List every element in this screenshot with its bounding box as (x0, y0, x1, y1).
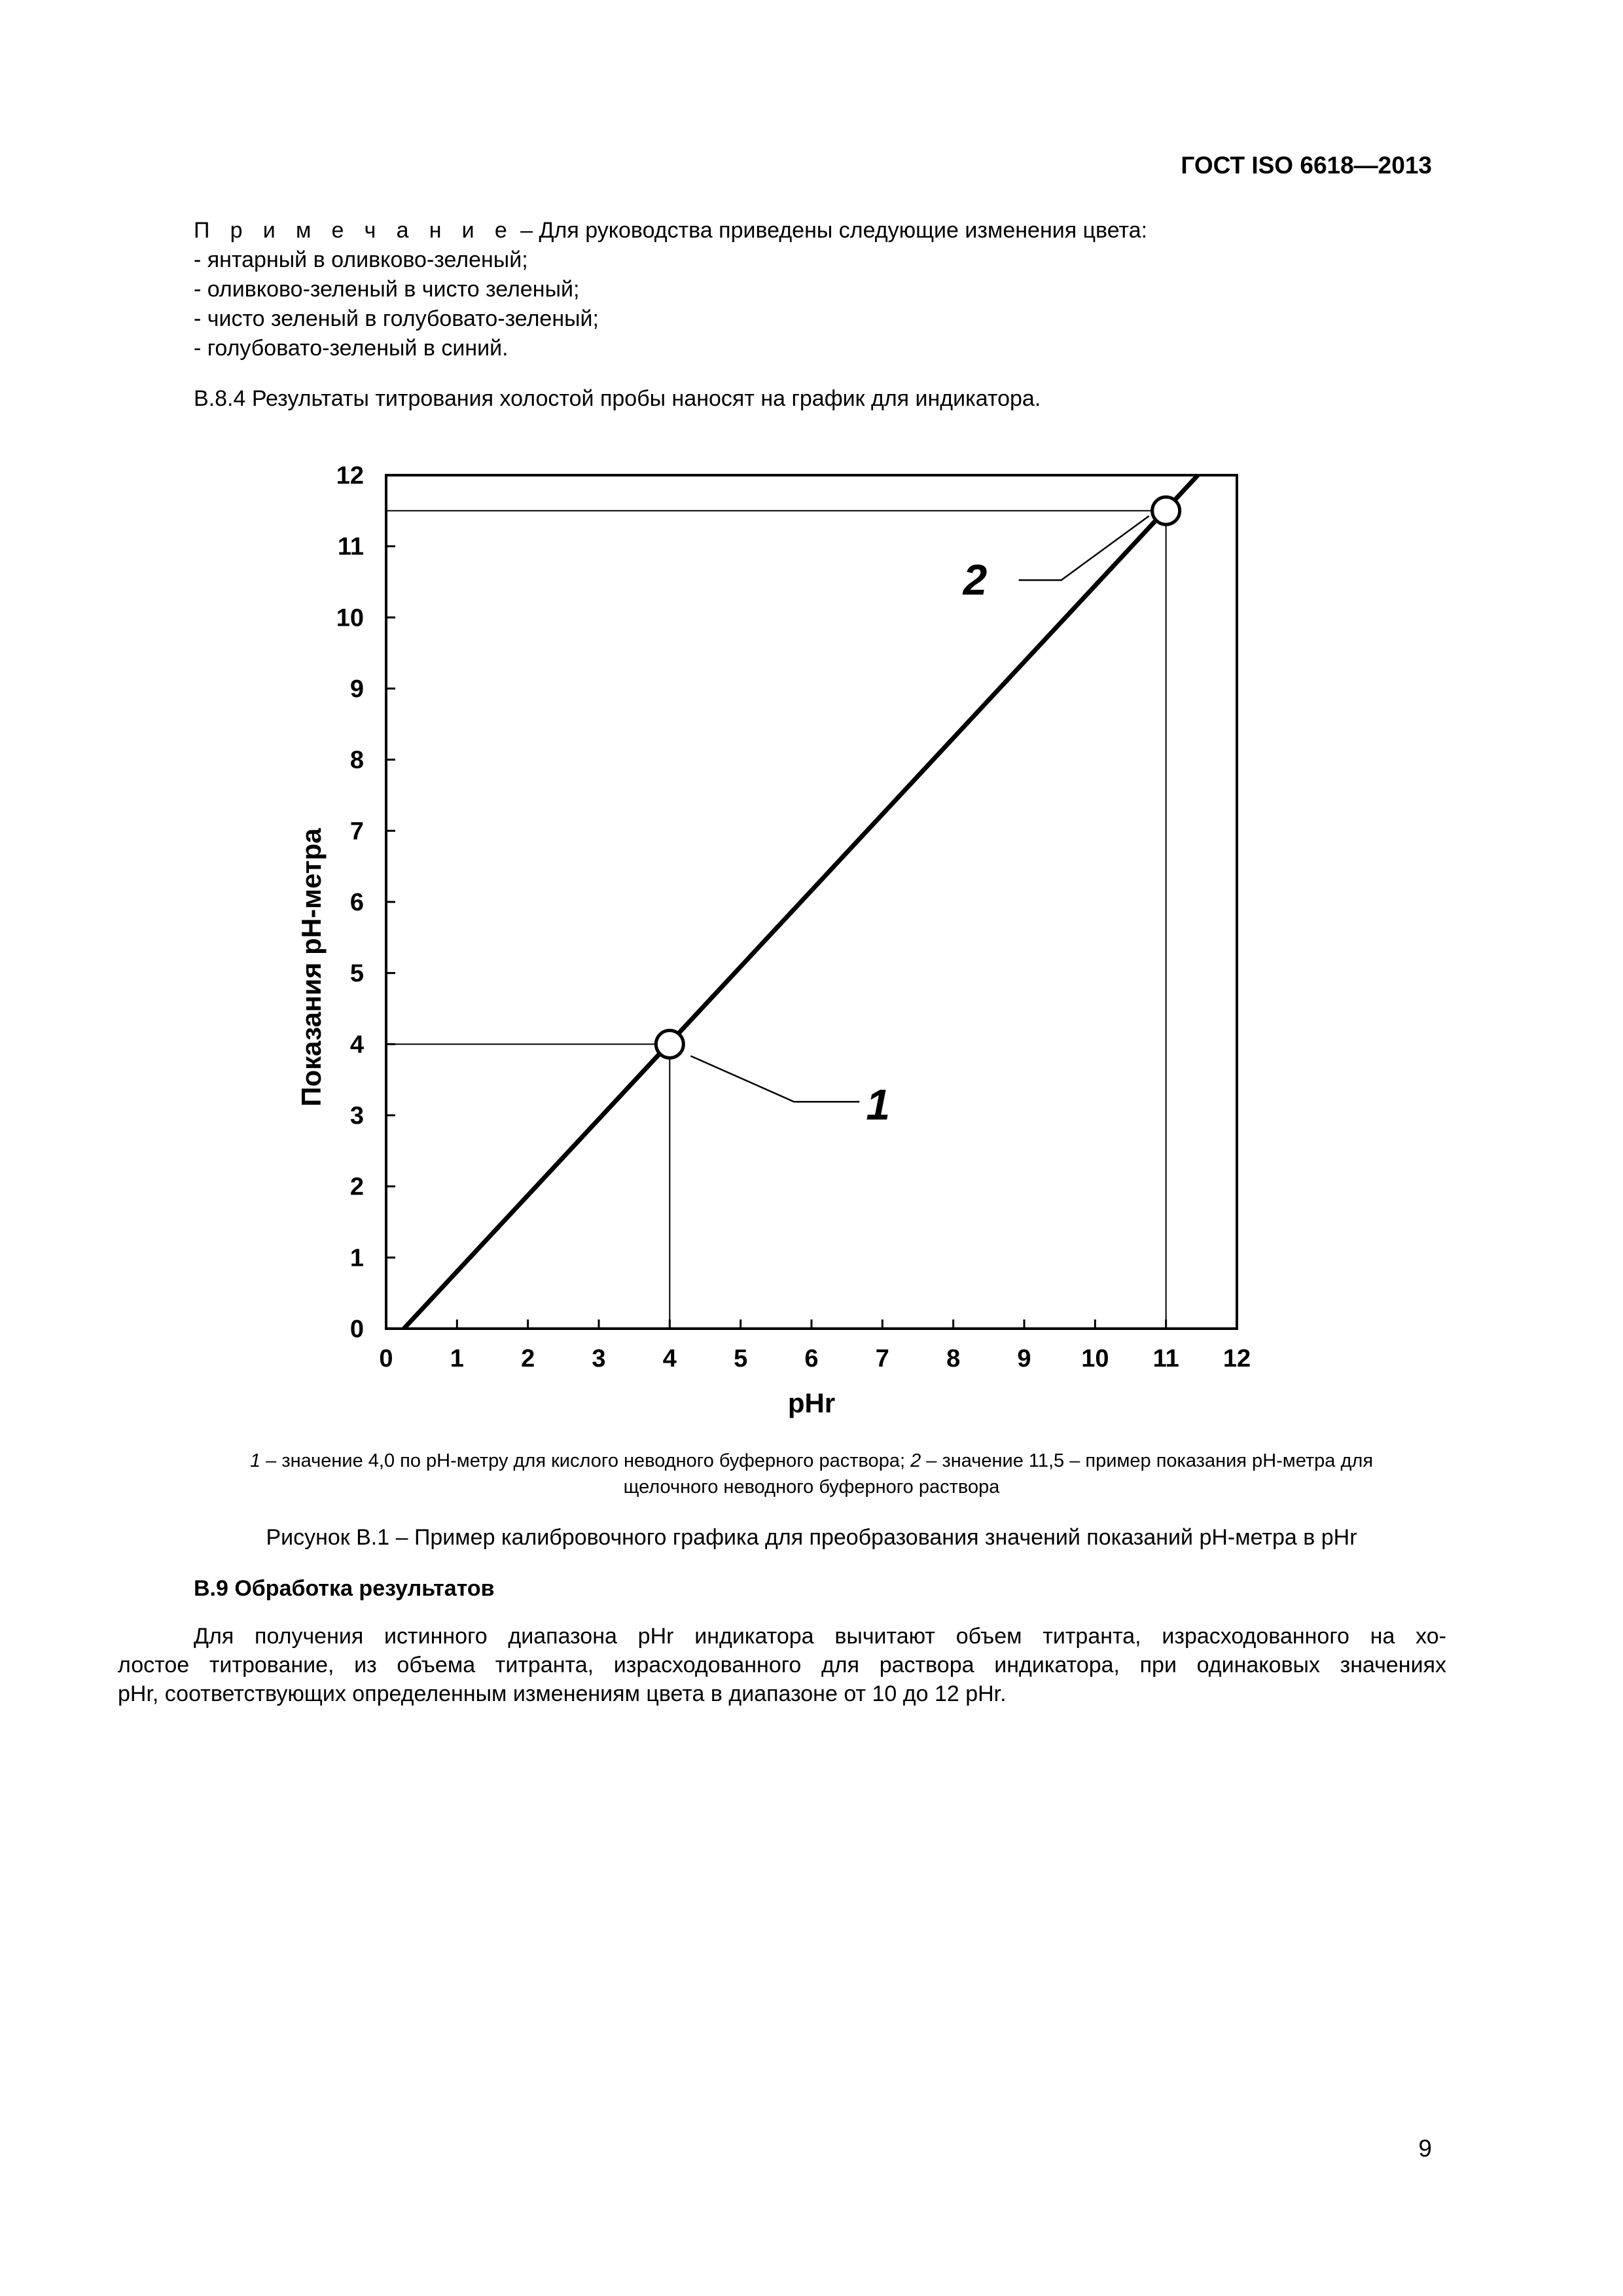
plot-frame (386, 475, 1237, 1329)
y-axis-title: Показания pH-метра (296, 828, 327, 1107)
document-code: ГОСТ ISO 6618—2013 (1181, 152, 1432, 179)
body-line: лостое титрование, из объема титранта, израсходованного для раствора индикатора, при одинаковых значениях (118, 1653, 1446, 1677)
callout-number-1: 1 (866, 1080, 891, 1129)
note-item: - чисто зеленый в голубовато-зеленый; (194, 306, 599, 331)
x-tick-label: 1 (450, 1345, 464, 1372)
y-tick-label: 1 (349, 1244, 364, 1272)
clause-b84: В.8.4 Результаты титрования холостой пробы наносят на график для индикатора. (194, 386, 1041, 411)
y-tick-label: 4 (349, 1031, 364, 1059)
y-tick-label: 7 (349, 817, 364, 846)
x-tick-label: 10 (1081, 1345, 1109, 1372)
calibration-line (404, 475, 1198, 1329)
x-tick-label: 0 (379, 1345, 393, 1372)
y-tick-label: 3 (349, 1102, 364, 1130)
callout-number-2: 2 (963, 555, 988, 604)
note-intro: – Для руководства приведены следующие изменения цвета: (514, 218, 1148, 243)
calibration-chart (275, 445, 1296, 1440)
legend-line-1 (118, 1448, 1505, 1474)
figure-legend (118, 1448, 1505, 1500)
x-axis-title: pHr (787, 1388, 836, 1418)
note-block (194, 216, 1147, 363)
legend-key-2: 2 (910, 1450, 921, 1471)
x-tick-label: 7 (875, 1345, 889, 1372)
data-point-marker-2 (1152, 497, 1180, 524)
y-tick-label: 5 (349, 960, 364, 988)
note-lead: П р и м е ч а н и е (194, 218, 514, 243)
figure-caption: Рисунок В.1 – Пример калибровочного графика для преобразования значений показаний pH-метра в pHr (266, 1525, 1357, 1550)
y-tick-label: 9 (349, 675, 364, 703)
x-tick-label: 6 (804, 1345, 819, 1372)
x-tick-label: 9 (1017, 1345, 1031, 1372)
y-tick-label: 0 (349, 1316, 364, 1343)
note-item: - янтарный в оливково-зеленый; (194, 247, 528, 272)
callout-leader-1 (690, 1056, 859, 1102)
section-heading: В.9 Обработка результатов (194, 1576, 495, 1601)
x-tick-label: 5 (734, 1345, 748, 1372)
x-tick-label: 12 (1222, 1345, 1251, 1372)
page-number: 9 (1418, 2135, 1432, 2162)
legend-text-1: – значение 4,0 по pH-метру для кислого неводного буферного раствора; (260, 1450, 911, 1471)
legend-key-1: 1 (249, 1450, 261, 1471)
note-item: - голубовато-зеленый в синий. (194, 336, 508, 361)
x-tick-label: 11 (1152, 1345, 1179, 1372)
x-tick-label: 8 (946, 1345, 961, 1372)
calibration-chart-svg (275, 445, 1296, 1440)
y-tick-label: 2 (349, 1173, 364, 1201)
x-tick-label: 2 (521, 1345, 535, 1372)
y-tick-label: 8 (349, 746, 364, 774)
y-tick-label: 6 (349, 889, 364, 916)
y-tick-label: 11 (337, 533, 364, 561)
body-paragraph (118, 1622, 1446, 1708)
y-tick-label: 10 (336, 604, 364, 632)
body-line: Для получения истинного диапазона pHr индикатора вычитают объем титранта, израсходованного на хо- (194, 1624, 1446, 1649)
body-line: pHr, соответствующих определенным изменениям цвета в диапазоне от 10 до 12 pHr. (118, 1681, 1007, 1706)
y-tick-label: 12 (336, 462, 364, 490)
legend-text-2: – значение 11,5 – пример показания pH-метра для (921, 1450, 1374, 1471)
x-tick-label: 3 (592, 1345, 606, 1372)
note-item: - оливково-зеленый в чисто зеленый; (194, 277, 580, 302)
x-tick-label: 4 (662, 1345, 677, 1372)
note-first-line (194, 216, 1147, 245)
data-point-marker-1 (656, 1030, 683, 1058)
legend-line-2: щелочного неводного буферного раствора (623, 1477, 1000, 1498)
